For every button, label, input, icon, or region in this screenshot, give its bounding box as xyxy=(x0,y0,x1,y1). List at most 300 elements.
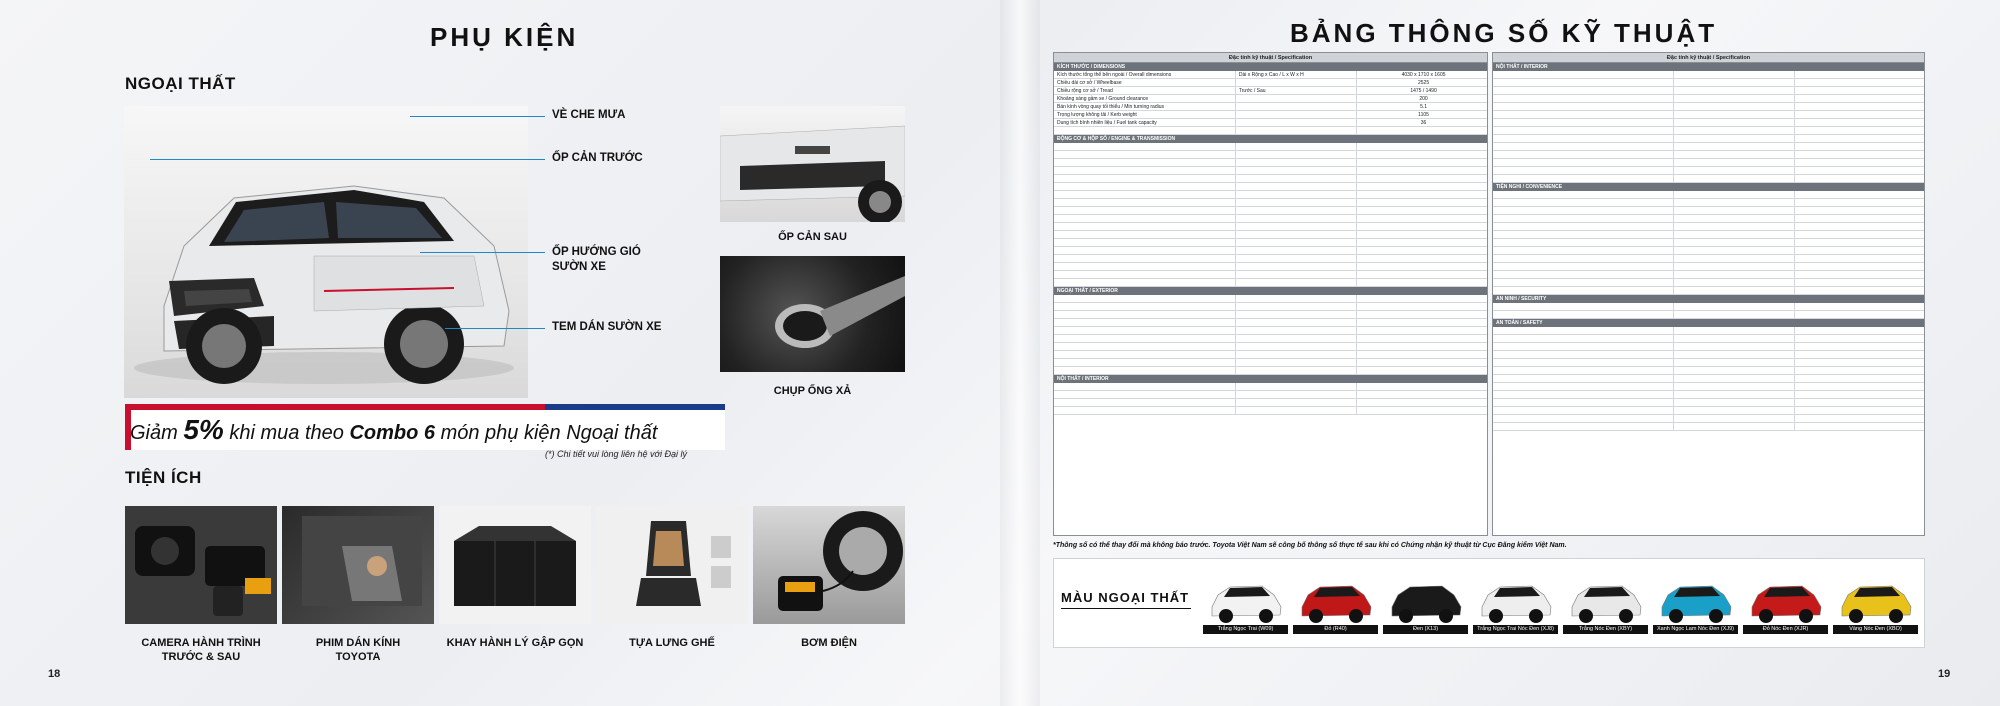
color-name-label: Đỏ Nóc Đen (XJR) xyxy=(1743,625,1828,634)
spec-cell xyxy=(1054,303,1236,310)
spec-cell xyxy=(1795,127,1924,134)
spec-cell xyxy=(1493,159,1674,166)
spec-cell xyxy=(1236,391,1357,398)
spec-row xyxy=(1054,271,1487,279)
spec-cell xyxy=(1054,279,1236,286)
spec-cell xyxy=(1674,343,1795,350)
spec-cell xyxy=(1493,327,1674,334)
spec-cell xyxy=(1795,223,1924,230)
spec-cell xyxy=(1493,247,1674,254)
spec-row xyxy=(1493,359,1924,367)
spec-cell xyxy=(1795,143,1924,150)
spec-row xyxy=(1054,199,1487,207)
spec-row xyxy=(1054,71,1487,79)
spec-cell xyxy=(1674,103,1795,110)
spec-cell xyxy=(1674,359,1795,366)
spec-cell xyxy=(1236,407,1357,414)
spec-cell xyxy=(1795,311,1924,318)
spec-cell xyxy=(1357,207,1487,214)
spec-cell xyxy=(1493,223,1674,230)
seat-back-illustration xyxy=(596,506,748,624)
spec-cell xyxy=(1054,327,1236,334)
spec-cell xyxy=(1357,255,1487,262)
spec-cell xyxy=(1795,263,1924,270)
color-name-label: Đỏ (R40) xyxy=(1293,625,1378,634)
page-number-right: 19 xyxy=(1938,668,1951,680)
rear-bumper-illustration xyxy=(720,106,905,222)
spec-row xyxy=(1054,119,1487,127)
spec-cell xyxy=(1357,215,1487,222)
spec-table-left xyxy=(1053,52,1488,536)
spec-cell xyxy=(1674,135,1795,142)
spec-cell xyxy=(1357,399,1487,406)
car-color-icon xyxy=(1566,575,1646,625)
spec-row xyxy=(1493,199,1924,207)
spec-cell xyxy=(1674,279,1795,286)
car-color-icon xyxy=(1656,575,1736,625)
spec-cell xyxy=(1054,367,1236,374)
spec-cell xyxy=(1054,159,1236,166)
spec-row xyxy=(1054,303,1487,311)
spec-rows-safety xyxy=(1493,327,1924,431)
spec-cell xyxy=(1054,263,1236,270)
spec-cell xyxy=(1674,375,1795,382)
color-name-label: Trắng Nóc Đen (XBY) xyxy=(1563,625,1648,634)
spec-row xyxy=(1054,87,1487,95)
spec-row xyxy=(1054,95,1487,103)
spec-cell xyxy=(1493,79,1674,86)
spec-cell xyxy=(1674,255,1795,262)
spec-cell xyxy=(1236,335,1357,342)
spec-cell xyxy=(1493,199,1674,206)
promo-mid: khi mua theo xyxy=(229,422,344,444)
spec-cell xyxy=(1493,311,1674,318)
spec-row xyxy=(1054,127,1487,135)
promo-combo: Combo 6 xyxy=(349,422,436,444)
spec-cell xyxy=(1795,375,1924,382)
spec-cell xyxy=(1795,247,1924,254)
spec-rows-interior-r xyxy=(1493,71,1924,183)
spec-cell xyxy=(1795,343,1924,350)
spec-cell xyxy=(1795,255,1924,262)
spec-cell xyxy=(1795,279,1924,286)
spec-cell xyxy=(1795,415,1924,422)
spec-cell: Trước / Sau xyxy=(1236,87,1357,94)
spec-cell xyxy=(1674,127,1795,134)
spec-rows-interior xyxy=(1054,383,1487,415)
spec-cell xyxy=(1795,359,1924,366)
page-number-left: 18 xyxy=(48,668,61,680)
spec-cell xyxy=(1054,223,1236,230)
promo-pre: Giảm xyxy=(130,422,178,444)
spec-cell xyxy=(1795,119,1924,126)
spec-cell xyxy=(1236,279,1357,286)
caption-dashcam: CAMERA HÀNH TRÌNH TRƯỚC & SAU xyxy=(141,637,261,663)
car-color-icon xyxy=(1746,575,1826,625)
spec-cell xyxy=(1795,407,1924,414)
spec-row xyxy=(1493,103,1924,111)
spec-row xyxy=(1493,279,1924,287)
caption-exhaust-tip: CHỤP ỐNG XẢ xyxy=(773,385,852,397)
spec-cell xyxy=(1674,175,1795,182)
spec-cell xyxy=(1236,223,1357,230)
page-spine xyxy=(1000,0,1040,706)
spec-row xyxy=(1054,319,1487,327)
spec-cell xyxy=(1493,87,1674,94)
spec-cell xyxy=(1054,151,1236,158)
spec-cell xyxy=(1054,351,1236,358)
callout-rain-visor: VÈ CHE MƯA xyxy=(552,109,626,121)
spec-row xyxy=(1493,303,1924,311)
color-swatch xyxy=(1203,575,1288,645)
spec-cell xyxy=(1795,231,1924,238)
spec-cell xyxy=(1236,319,1357,326)
spec-cell: 1105 xyxy=(1418,112,1429,118)
spec-cell xyxy=(1674,111,1795,118)
spec-row xyxy=(1493,111,1924,119)
spec-row xyxy=(1493,271,1924,279)
spec-row xyxy=(1493,407,1924,415)
spec-row xyxy=(1054,295,1487,303)
spec-cell xyxy=(1054,175,1236,182)
spec-row xyxy=(1493,143,1924,151)
spec-cell xyxy=(1236,399,1357,406)
spec-cell xyxy=(1357,383,1487,390)
utility-heading: TIỆN ÍCH xyxy=(125,468,202,487)
spec-cell xyxy=(1674,159,1795,166)
spec-section-dimensions: KÍCH THƯỚC / DIMENSIONS xyxy=(1054,63,1487,71)
spec-table-right-header: Đặc tính kỹ thuật / Specification xyxy=(1493,53,1924,63)
spec-cell xyxy=(1674,151,1795,158)
spec-rows-dimensions xyxy=(1054,71,1487,135)
spec-cell xyxy=(1236,95,1357,102)
spec-cell xyxy=(1357,143,1487,150)
spec-cell xyxy=(1493,135,1674,142)
spec-cell xyxy=(1493,255,1674,262)
spec-cell xyxy=(1795,391,1924,398)
spec-cell xyxy=(1795,175,1924,182)
promo-accent-blue xyxy=(545,404,725,410)
spec-cell xyxy=(1493,415,1674,422)
spec-section-interior: NỘI THẤT / INTERIOR xyxy=(1054,375,1487,383)
exterior-heading: NGOẠI THẤT xyxy=(125,74,236,93)
spec-cell xyxy=(1795,287,1924,294)
spec-cell xyxy=(1795,79,1924,86)
spec-cell xyxy=(1795,303,1924,310)
window-film-illustration xyxy=(282,506,434,624)
spec-cell xyxy=(1493,95,1674,102)
spec-section-engine: ĐỘNG CƠ & HỘP SỐ / ENGINE & TRANSMISSION xyxy=(1054,135,1487,143)
color-swatch xyxy=(1473,575,1558,645)
spec-cell xyxy=(1054,295,1236,302)
spec-cell xyxy=(1493,103,1674,110)
spec-cell xyxy=(1493,279,1674,286)
spec-cell xyxy=(1493,407,1674,414)
spec-row xyxy=(1493,175,1924,183)
spec-cell xyxy=(1674,71,1795,78)
spec-cell xyxy=(1357,175,1487,182)
spec-cell: Chiều dài cơ sở / Wheelbase xyxy=(1054,79,1236,86)
spec-row xyxy=(1493,151,1924,159)
color-name-label: Trắng Ngọc Trai Nóc Đen (XJ8) xyxy=(1473,625,1558,634)
color-name-label: Trắng Ngọc Trai (W09) xyxy=(1203,625,1288,634)
spec-cell xyxy=(1054,199,1236,206)
spec-cell xyxy=(1493,423,1674,430)
spec-cell xyxy=(1795,167,1924,174)
spec-cell xyxy=(1357,279,1487,286)
spec-cell xyxy=(1054,255,1236,262)
spec-cell xyxy=(1054,143,1236,150)
spec-cell xyxy=(1357,263,1487,270)
spec-cell xyxy=(1795,199,1924,206)
seat-back-photo xyxy=(596,506,748,624)
spec-cell xyxy=(1493,367,1674,374)
caption-window-film: PHIM DÁN KÍNH TOYOTA xyxy=(315,637,401,663)
spec-row xyxy=(1054,183,1487,191)
spec-row xyxy=(1054,367,1487,375)
spec-cell xyxy=(1795,135,1924,142)
spec-cell: 200 xyxy=(1419,96,1428,102)
spec-cell xyxy=(1795,207,1924,214)
spec-row xyxy=(1054,143,1487,151)
spec-row xyxy=(1493,87,1924,95)
spec-cell xyxy=(1054,167,1236,174)
exhaust-tip-photo xyxy=(720,256,905,372)
spec-cell xyxy=(1795,367,1924,374)
spec-cell xyxy=(1357,367,1487,374)
spec-row xyxy=(1054,351,1487,359)
spec-cell xyxy=(1236,199,1357,206)
spec-row xyxy=(1054,343,1487,351)
spec-row xyxy=(1493,95,1924,103)
spec-cell xyxy=(1236,271,1357,278)
spec-cell xyxy=(1236,239,1357,246)
spec-cell xyxy=(1357,247,1487,254)
spec-cell xyxy=(1795,95,1924,102)
car-color-icon xyxy=(1836,575,1916,625)
spec-cell xyxy=(1236,127,1357,134)
spec-cell xyxy=(1054,391,1236,398)
spec-cell xyxy=(1493,271,1674,278)
promo-accent-red xyxy=(125,404,545,410)
spec-row xyxy=(1493,71,1924,79)
spec-row xyxy=(1054,383,1487,391)
spec-cell xyxy=(1674,287,1795,294)
spec-row xyxy=(1493,119,1924,127)
spec-row xyxy=(1493,287,1924,295)
spec-row xyxy=(1493,231,1924,239)
spec-row xyxy=(1493,239,1924,247)
promo-post: món phụ kiện Ngoại thất xyxy=(440,422,658,444)
car-color-icon xyxy=(1476,575,1556,625)
spec-cell xyxy=(1357,391,1487,398)
spec-cell: Khoảng sáng gầm xe / Ground clearance xyxy=(1054,95,1236,102)
spec-cell xyxy=(1493,383,1674,390)
spec-row xyxy=(1054,79,1487,87)
color-name-label: Xanh Ngọc Lam Nóc Đen (XJ9) xyxy=(1653,625,1738,634)
car-color-icon xyxy=(1206,575,1286,625)
spec-cell: Trọng lượng không tải / Kerb weight xyxy=(1054,111,1236,118)
spec-cell: Kích thước tổng thể bên ngoài / Overall dimensions xyxy=(1054,71,1236,78)
page-title-specs: BẢNG THÔNG SỐ KỸ THUẬT xyxy=(1290,18,1718,48)
spec-cell xyxy=(1054,127,1236,134)
spec-row xyxy=(1054,263,1487,271)
spec-cell xyxy=(1236,111,1357,118)
spec-cell xyxy=(1674,391,1795,398)
spec-cell xyxy=(1674,199,1795,206)
spec-cell xyxy=(1236,119,1357,126)
spec-row xyxy=(1054,231,1487,239)
colors-heading-underline xyxy=(1061,608,1191,609)
spec-cell xyxy=(1357,231,1487,238)
spec-cell: Chiều rộng cơ sở / Tread xyxy=(1054,87,1236,94)
exhaust-tip-illustration xyxy=(720,256,905,372)
car-color-icon xyxy=(1296,575,1376,625)
spec-cell xyxy=(1795,239,1924,246)
cargo-tray-illustration xyxy=(439,506,591,624)
spec-rows-convenience xyxy=(1493,191,1924,295)
spec-row xyxy=(1054,215,1487,223)
spec-row xyxy=(1493,311,1924,319)
spec-cell xyxy=(1236,351,1357,358)
spec-cell xyxy=(1054,191,1236,198)
spec-cell: Dài x Rộng x Cao / L x W x H xyxy=(1236,71,1357,78)
spec-cell xyxy=(1493,343,1674,350)
color-swatch xyxy=(1833,575,1918,645)
spec-section-security: AN NINH / SECURITY xyxy=(1493,295,1924,303)
spec-cell xyxy=(1236,175,1357,182)
callout-line-1 xyxy=(410,116,545,117)
color-swatch xyxy=(1563,575,1648,645)
spec-cell: 5.1 xyxy=(1420,104,1428,110)
spec-row xyxy=(1054,391,1487,399)
spec-table-left-header: Đặc tính kỹ thuật / Specification xyxy=(1054,53,1487,63)
spec-cell xyxy=(1357,343,1487,350)
spec-row xyxy=(1493,159,1924,167)
spec-cell xyxy=(1054,335,1236,342)
spec-cell xyxy=(1493,167,1674,174)
spec-cell xyxy=(1493,375,1674,382)
spec-row xyxy=(1493,247,1924,255)
callout-side-decal: TEM DÁN SƯỜN XE xyxy=(552,321,662,333)
spec-cell xyxy=(1236,159,1357,166)
spec-cell xyxy=(1236,255,1357,262)
spec-rows-exterior xyxy=(1054,295,1487,375)
spec-cell xyxy=(1236,359,1357,366)
dashcam-illustration xyxy=(125,506,277,624)
spec-cell xyxy=(1674,215,1795,222)
spec-cell xyxy=(1054,271,1236,278)
spec-cell xyxy=(1357,127,1487,134)
spec-row xyxy=(1493,255,1924,263)
spec-cell xyxy=(1674,399,1795,406)
spec-cell xyxy=(1674,407,1795,414)
color-name-label: Vàng Nóc Đen (XBO) xyxy=(1833,625,1918,634)
callout-front-bumper: ỐP CẢN TRƯỚC xyxy=(552,152,643,164)
spec-cell xyxy=(1795,351,1924,358)
spec-cell xyxy=(1357,351,1487,358)
spec-cell xyxy=(1674,335,1795,342)
spec-cell xyxy=(1357,335,1487,342)
spec-cell: 36 xyxy=(1420,120,1427,126)
spec-cell xyxy=(1795,423,1924,430)
color-swatch xyxy=(1383,575,1468,645)
spec-row xyxy=(1493,343,1924,351)
spec-cell xyxy=(1054,399,1236,406)
spec-cell xyxy=(1054,247,1236,254)
spec-cell xyxy=(1493,263,1674,270)
color-swatch xyxy=(1743,575,1828,645)
spec-cell xyxy=(1236,183,1357,190)
spec-cell xyxy=(1795,159,1924,166)
spec-cell xyxy=(1054,239,1236,246)
car-color-icon xyxy=(1386,575,1466,625)
spec-cell xyxy=(1054,231,1236,238)
spec-cell xyxy=(1795,151,1924,158)
spec-cell xyxy=(1674,415,1795,422)
cargo-tray-photo xyxy=(439,506,591,624)
callout-line-2 xyxy=(150,159,545,160)
spec-row xyxy=(1493,415,1924,423)
spec-row xyxy=(1054,175,1487,183)
spec-cell xyxy=(1054,343,1236,350)
spec-cell xyxy=(1674,303,1795,310)
spec-row xyxy=(1054,399,1487,407)
spec-row xyxy=(1493,375,1924,383)
spec-cell xyxy=(1054,359,1236,366)
spec-cell xyxy=(1236,295,1357,302)
spec-cell xyxy=(1236,263,1357,270)
spec-cell xyxy=(1493,359,1674,366)
spec-cell xyxy=(1493,239,1674,246)
spec-table-right xyxy=(1492,52,1925,536)
spec-section-safety: AN TOÀN / SAFETY xyxy=(1493,319,1924,327)
spec-cell xyxy=(1236,207,1357,214)
spec-row xyxy=(1054,327,1487,335)
spec-cell xyxy=(1357,239,1487,246)
spec-cell xyxy=(1493,175,1674,182)
spec-row xyxy=(1493,223,1924,231)
spec-cell xyxy=(1236,247,1357,254)
spec-cell xyxy=(1357,159,1487,166)
spec-cell xyxy=(1493,127,1674,134)
spec-cell xyxy=(1357,183,1487,190)
spec-row xyxy=(1493,327,1924,335)
spec-cell xyxy=(1795,215,1924,222)
promo-note: (*) Chi tiết vui lòng liên hệ với Đại lý xyxy=(545,449,687,459)
spec-cell xyxy=(1493,287,1674,294)
spec-rows-security xyxy=(1493,303,1924,319)
spec-cell xyxy=(1493,119,1674,126)
caption-seat-back: TỰA LƯNG GHẾ xyxy=(629,637,715,649)
spec-cell xyxy=(1357,359,1487,366)
spec-cell xyxy=(1674,223,1795,230)
spec-cell xyxy=(1795,191,1924,198)
spec-row xyxy=(1493,263,1924,271)
spec-cell xyxy=(1674,95,1795,102)
spec-row xyxy=(1054,247,1487,255)
spec-row xyxy=(1493,423,1924,431)
spec-cell xyxy=(1674,119,1795,126)
window-film-photo xyxy=(282,506,434,624)
page-title-accessories: PHỤ KIỆN xyxy=(430,22,579,52)
spec-cell xyxy=(1054,383,1236,390)
spec-cell xyxy=(1236,231,1357,238)
spec-section-convenience: TIỆN NGHI / CONVENIENCE xyxy=(1493,183,1924,191)
dashcam-photo xyxy=(125,506,277,624)
spec-cell xyxy=(1493,231,1674,238)
spec-cell xyxy=(1493,391,1674,398)
